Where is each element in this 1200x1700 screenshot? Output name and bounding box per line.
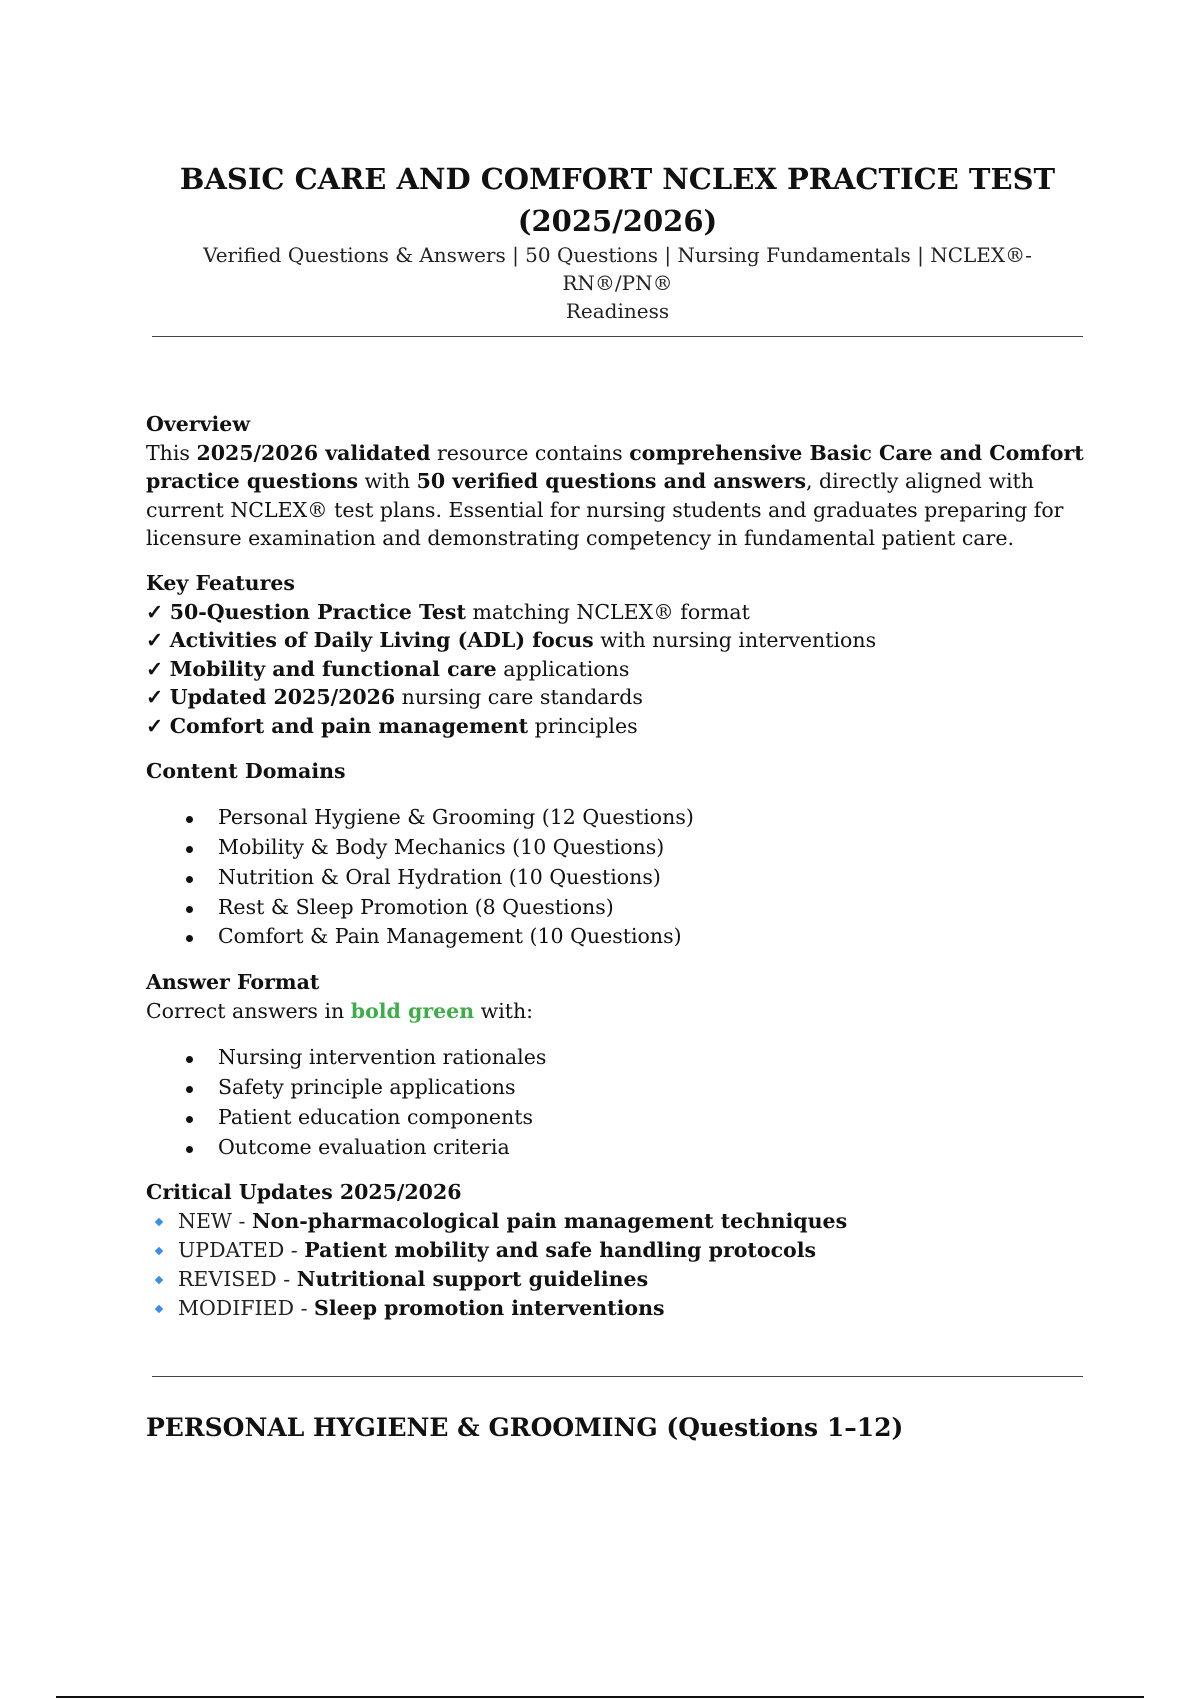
diamond-bullet-icon: [155, 1247, 163, 1255]
content-domains-section: [146, 757, 1096, 953]
bold-green-text: bold green: [350, 998, 475, 1023]
overview-segment-bold: 50 verified questions and answers: [416, 469, 806, 494]
update-tag: MODIFIED -: [178, 1296, 315, 1321]
answer-format-list: [146, 1043, 1096, 1162]
answer-format-intro: [146, 997, 1096, 1026]
feature-item: [146, 655, 1096, 684]
list-item-text: Safety principle applications: [218, 1075, 516, 1100]
overview-paragraph: [146, 439, 1096, 553]
check-icon: ✓: [146, 628, 164, 653]
bullet-icon: [186, 1146, 193, 1153]
update-text: Patient mobility and safe handling protocols: [304, 1238, 817, 1263]
bullet-icon: [186, 876, 193, 883]
feature-bold: 50-Question Practice Test: [169, 599, 466, 624]
list-item: [146, 1043, 1096, 1073]
section-divider: [152, 1376, 1083, 1377]
feature-text: with nursing interventions: [593, 628, 877, 653]
overview-segment-bold: 2025/2026 validated: [196, 440, 431, 465]
update-item: [146, 1207, 1096, 1236]
document-subtitle: [150, 241, 1085, 325]
title-line-1: BASIC CARE AND COMFORT NCLEX PRACTICE TEST: [179, 162, 1056, 196]
bullet-icon: [186, 1086, 193, 1093]
bullet-icon: [186, 816, 193, 823]
list-item: [146, 803, 1096, 833]
key-features-heading: Key Features: [146, 570, 295, 595]
check-icon: ✓: [146, 599, 164, 624]
update-text: Sleep promotion interventions: [314, 1296, 665, 1321]
list-item-text: Comfort & Pain Management (10 Questions): [218, 924, 682, 949]
feature-text: principles: [528, 713, 638, 738]
overview-segment: resource contains: [430, 440, 630, 465]
check-icon: ✓: [146, 656, 164, 681]
list-item-text: Mobility & Body Mechanics (10 Questions): [218, 834, 665, 859]
overview-heading: Overview: [146, 412, 251, 436]
list-item: [146, 1103, 1096, 1133]
update-item: [146, 1265, 1096, 1294]
content-domains-heading: Content Domains: [146, 758, 346, 783]
section-title: PERSONAL HYGIENE & GROOMING (Questions 1–12): [146, 1413, 904, 1442]
bullet-icon: [186, 906, 193, 913]
top-divider: [152, 336, 1083, 337]
feature-bold: Updated 2025/2026: [169, 685, 396, 710]
key-features-section: [146, 569, 1096, 741]
content-domains-list: [146, 803, 1096, 952]
critical-updates-heading: Critical Updates 2025/2026: [146, 1180, 462, 1205]
update-tag: NEW -: [178, 1209, 252, 1234]
overview-segment: with: [358, 469, 417, 494]
feature-item: [146, 683, 1096, 712]
list-item-text: Rest & Sleep Promotion (8 Questions): [218, 894, 614, 919]
critical-updates-list: [146, 1207, 1096, 1323]
list-item-text: Patient education components: [218, 1104, 534, 1129]
title-line-2: (2025/2026): [517, 204, 718, 238]
diamond-bullet-icon: [155, 1276, 163, 1284]
page-bottom-rule: [56, 1696, 1144, 1698]
update-item: [146, 1236, 1096, 1265]
bullet-icon: [186, 846, 193, 853]
subtitle-line-2: Readiness: [565, 299, 670, 323]
feature-bold: Mobility and functional care: [169, 656, 497, 681]
check-icon: ✓: [146, 685, 164, 710]
bullet-icon: [186, 1116, 193, 1123]
feature-text: nursing care standards: [395, 685, 643, 710]
list-item: [146, 833, 1096, 863]
list-item: [146, 1073, 1096, 1103]
document-title: [150, 158, 1085, 242]
feature-item: [146, 598, 1096, 627]
list-item-text: Personal Hygiene & Grooming (12 Questions): [218, 805, 694, 830]
main-content: [146, 410, 1096, 1323]
list-item-text: Nursing intervention rationales: [218, 1045, 547, 1070]
list-item: [146, 893, 1096, 923]
intro-text: with:: [474, 998, 534, 1023]
list-item: [146, 863, 1096, 893]
bullet-icon: [186, 935, 193, 942]
feature-text: matching NCLEX® format: [465, 599, 750, 624]
feature-bold: Activities of Daily Living (ADL) focus: [169, 628, 594, 653]
answer-format-heading: Answer Format: [146, 970, 320, 995]
feature-bold: Comfort and pain management: [169, 713, 529, 738]
diamond-bullet-icon: [155, 1218, 163, 1226]
update-tag: REVISED -: [178, 1267, 297, 1292]
feature-text: applications: [496, 656, 630, 681]
update-text: Non-pharmacological pain management techniques: [251, 1209, 848, 1234]
list-item-text: Outcome evaluation criteria: [218, 1134, 510, 1159]
answer-format-section: [146, 968, 1096, 1162]
critical-updates-section: [146, 1178, 1096, 1323]
diamond-bullet-icon: [155, 1305, 163, 1313]
bullet-icon: [186, 1056, 193, 1063]
overview-section: [146, 410, 1096, 553]
overview-segment: , directly aligned with current NCLEX® test plans. Essential for nursing students and graduates preparing for licensure examination and demonstrating competency in fundamental patient care.: [146, 469, 1064, 551]
feature-item: [146, 712, 1096, 741]
list-item: [146, 922, 1096, 952]
list-item: [146, 1133, 1096, 1163]
list-item-text: Nutrition & Oral Hydration (10 Questions): [218, 864, 661, 889]
feature-item: [146, 626, 1096, 655]
check-icon: ✓: [146, 713, 164, 738]
subtitle-line-1: Verified Questions & Answers | 50 Questions | Nursing Fundamentals | NCLEX®-RN®/PN®: [203, 243, 1032, 295]
overview-segment: This: [146, 440, 197, 465]
intro-text: Correct answers in: [146, 998, 351, 1023]
update-text: Nutritional support guidelines: [296, 1267, 649, 1292]
overview-segment-bold: comprehensive Basic Care and Comfort practice questions: [146, 440, 1084, 494]
update-item: [146, 1294, 1096, 1323]
update-tag: UPDATED -: [178, 1238, 305, 1263]
